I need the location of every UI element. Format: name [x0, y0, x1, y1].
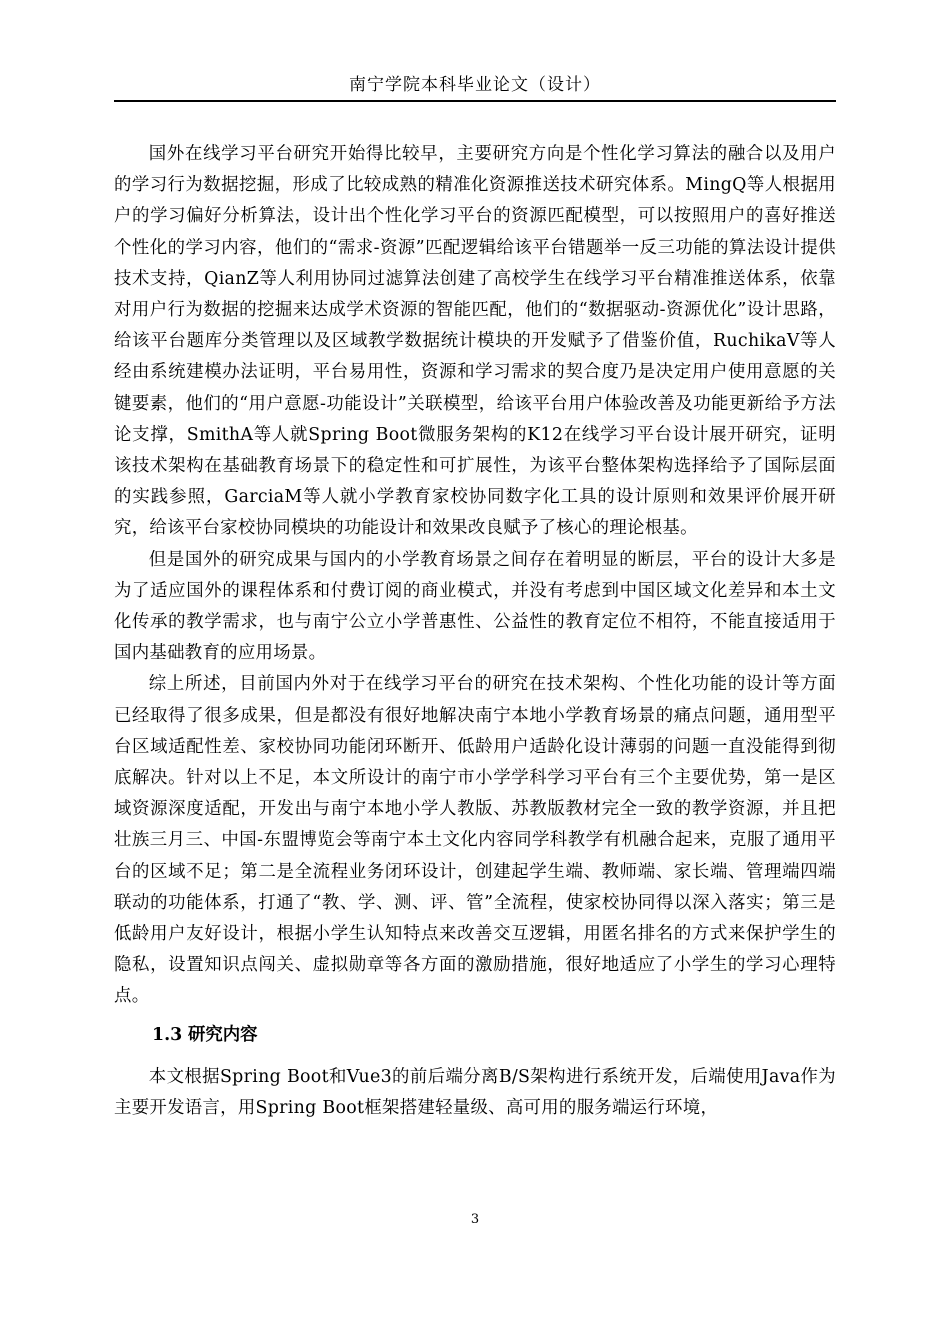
section-title: 研究内容 — [188, 1024, 258, 1045]
paragraph-research-content: 本文根据Spring Boot和Vue3的前后端分离B/S架构进行系统开发，后端使用Java作为主要开发语言，用Spring Boot框架搭建轻量级、高可用的服务端运行环境， — [114, 1066, 836, 1118]
paragraph-research-gap: 但是国外的研究成果与国内的小学教育场景之间存在着明显的断层，平台的设计大多是为了适应国外的课程体系和付费订阅的商业模式，并没有考虑到中国区域文化差异和本土文化传承的教学需求，也与南宁公立小学普惠性、公益性的教育定位不相符，不能直接适用于国内基础教育的应用场景。 — [114, 549, 836, 664]
paragraph-foreign-research: 国外在线学习平台研究开始得比较早，主要研究方向是个性化学习算法的融合以及用户的学习行为数据挖掘，形成了比较成熟的精准化资源推送技术研究体系。MingQ等人根据用户的学习偏好分析算法，设计出个性化学习平台的资源匹配模型，可以按照用户的喜好推送个性化的学习内容，他们的“需求-资源”匹配逻辑给该平台错题举一反三功能的算法设计提供技术支持，QianZ等人利用协同过滤算法创建了高校学生在线学习平台精准推送体系，依靠对用户行为数据的挖掘来达成学术资源的智能匹配，他们的“数据驱动-资源优化”设计思路，给该平台题库分类管理以及区域教学数据统计模块的开发赋予了借鉴价值，RuchikaV等人经由系统建模办法证明，平台易用性，资源和学习需求的契合度乃是决定用户使用意愿的关键要素，他们的“用户意愿-功能设计”关联模型，给该平台用户体验改善及功能更新给予方法论支撑，SmithA等人就Spring Boot微服务架构的K12在线学习平台设计展开研究，证明该技术架构在基础教育场景下的稳定性和可扩展性，为该平台整体架构选择给予了国际层面的实践参照，GarciaM等人就小学教育家校协同数字化工具的设计原则和效果评价展开研究，给该平台家校协同模块的功能设计和效果改良赋予了核心的理论根基。 — [114, 144, 836, 539]
section-number: 1.3 — [152, 1024, 183, 1045]
document-body — [114, 139, 836, 1124]
header-rule — [114, 100, 836, 102]
page-header: 南宁学院本科毕业论文（设计） — [349, 75, 601, 95]
section-heading — [114, 1020, 836, 1051]
page-number: 3 — [470, 1212, 480, 1227]
paragraph-summary: 综上所述，目前国内外对于在线学习平台的研究在技术架构、个性化功能的设计等方面已经取得了很多成果，但是都没有很好地解决南宁本地小学教育场景的痛点问题，通用型平台区域适配性差、家校协同功能闭环断开、低龄用户适龄化设计薄弱的问题一直没能得到彻底解决。针对以上不足，本文所设计的南宁市小学学科学习平台有三个主要优势，第一是区域资源深度适配，开发出与南宁本地小学人教版、苏教版教材完全一致的教学资源，并且把壮族三月三、中国-东盟博览会等南宁本土文化内容同学科教学有机融合起来，克服了通用平台的区域不足；第二是全流程业务闭环设计，创建起学生端、教师端、家长端、管理端四端联动的功能体系，打通了“教、学、测、评、管”全流程，使家校协同得以深入落实；第三是低龄用户友好设计，根据小学生认知特点来改善交互逻辑，用匿名排名的方式来保护学生的隐私，设置知识点闯关、虚拟勋章等各方面的激励措施，很好地适应了小学生的学习心理特点。 — [114, 674, 836, 1007]
